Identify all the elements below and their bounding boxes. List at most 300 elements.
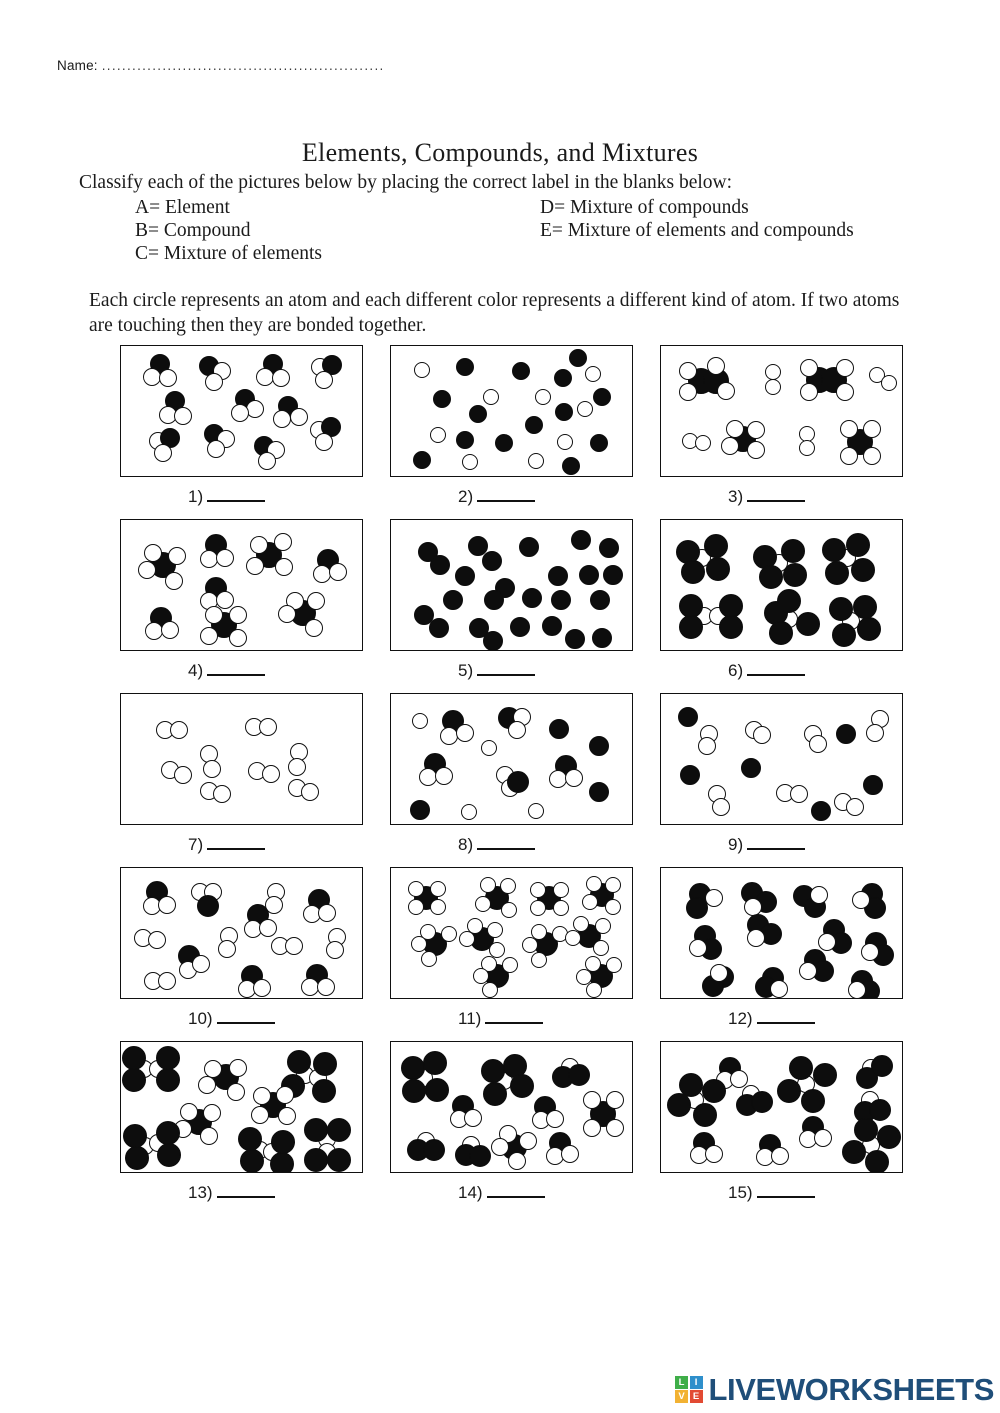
answer-blank-4[interactable] <box>207 662 265 676</box>
panel-answer-row-12 <box>660 999 930 1041</box>
panel-cell-13 <box>120 1041 390 1215</box>
answer-blank-5[interactable] <box>477 662 535 676</box>
atom-white <box>430 427 446 443</box>
atom-white <box>508 1152 526 1170</box>
molecule-diagram-1 <box>120 345 363 477</box>
atom-black <box>853 595 877 619</box>
atom-black <box>680 765 700 785</box>
answer-blank-8[interactable] <box>477 836 535 850</box>
atom-black <box>877 1125 901 1149</box>
atom-white <box>866 724 884 742</box>
atom-black <box>271 1130 295 1154</box>
atom-white <box>207 440 225 458</box>
liveworksheets-logo <box>675 1374 994 1405</box>
panel-answer-row-7 <box>120 825 390 867</box>
atom-white <box>138 561 156 579</box>
atom-white <box>246 557 264 575</box>
atom-black <box>569 349 587 367</box>
atom-white <box>456 724 474 742</box>
atom-black <box>123 1124 147 1148</box>
atom-black <box>865 1150 889 1173</box>
logo-tiles <box>675 1376 703 1404</box>
atom-white <box>412 713 428 729</box>
atom-white <box>165 572 183 590</box>
atom-black <box>551 590 571 610</box>
atom-white <box>148 931 166 949</box>
panel-number-14: 14) <box>458 1183 483 1202</box>
atom-white <box>253 979 271 997</box>
atom-white <box>535 389 551 405</box>
logo-tile-e: E <box>690 1390 703 1403</box>
atom-white <box>863 447 881 465</box>
panel-row <box>0 1041 1000 1215</box>
atom-white <box>430 881 446 897</box>
atom-white <box>205 606 223 624</box>
atom-white <box>216 549 234 567</box>
atom-white <box>227 1083 245 1101</box>
atom-white <box>501 902 517 918</box>
atom-white <box>799 962 817 980</box>
panel-row <box>0 693 1000 867</box>
panel-answer-row-9 <box>660 825 930 867</box>
panel-cell-2 <box>390 345 660 519</box>
atom-white <box>273 410 291 428</box>
atom-black <box>679 615 703 639</box>
atom-white <box>317 978 335 996</box>
atom-white <box>730 1070 748 1088</box>
atom-white <box>698 737 716 755</box>
name-row <box>57 58 385 73</box>
atom-white <box>726 420 744 438</box>
panel-answer-row-5 <box>390 651 660 693</box>
atom-white <box>459 931 475 947</box>
atom-white <box>522 937 538 953</box>
atom-white <box>582 894 598 910</box>
atom-white <box>218 940 236 958</box>
panel-number-11: 11) <box>458 1009 482 1028</box>
atom-white <box>326 941 344 959</box>
atom-white <box>586 982 602 998</box>
panel-number-2: 2) <box>458 487 474 506</box>
atom-white <box>174 407 192 425</box>
atom-black <box>783 563 807 587</box>
answer-key-row <box>135 219 955 242</box>
atom-black <box>589 782 609 802</box>
diagram-note: Each circle represents an atom and each different color represents a different kind of atom. If two atoms are touching then they are bonded together. <box>89 290 900 336</box>
panel-answer-row-15 <box>660 1173 930 1215</box>
atom-black <box>122 1068 146 1092</box>
atom-white <box>216 591 234 609</box>
atom-white <box>421 951 437 967</box>
answer-blank-3[interactable] <box>747 488 805 502</box>
atom-white <box>231 404 249 422</box>
atom-black <box>590 590 610 610</box>
atom-black <box>593 388 611 406</box>
atom-black <box>410 800 430 820</box>
answer-blank-9[interactable] <box>747 836 805 850</box>
atom-white <box>276 1086 294 1104</box>
molecule-diagram-2 <box>390 345 633 477</box>
atom-white <box>861 943 879 961</box>
atom-white <box>753 726 771 744</box>
atom-white <box>800 359 818 377</box>
atom-white <box>606 1091 624 1109</box>
atom-white <box>305 619 323 637</box>
answer-blank-13[interactable] <box>217 1184 275 1198</box>
panel-number-9: 9) <box>728 835 744 854</box>
answer-blank-2[interactable] <box>477 488 535 502</box>
atom-white <box>441 926 457 942</box>
key-option-a: A= Element <box>135 197 230 218</box>
answer-key-row <box>135 242 955 265</box>
atom-black <box>304 1148 328 1172</box>
atom-white <box>710 964 728 982</box>
atom-white <box>180 1103 198 1121</box>
atom-black <box>481 1059 505 1083</box>
atom-black <box>429 618 449 638</box>
atom-black <box>741 758 761 778</box>
panel-cell-15 <box>660 1041 930 1215</box>
atom-white <box>846 798 864 816</box>
atom-black <box>842 1140 866 1164</box>
atom-black <box>423 1139 445 1161</box>
atom-black <box>483 631 503 651</box>
panel-cell-3 <box>660 345 930 519</box>
atom-white <box>491 1138 509 1156</box>
atom-white <box>577 401 593 417</box>
atom-black <box>401 1056 425 1080</box>
atom-white <box>717 382 735 400</box>
atom-white <box>272 369 290 387</box>
atom-white <box>721 437 739 455</box>
atom-white <box>583 1119 601 1137</box>
atom-white <box>408 881 424 897</box>
atom-black <box>825 561 849 585</box>
atom-black <box>507 771 529 793</box>
atom-black <box>469 405 487 423</box>
atom-white <box>158 972 176 990</box>
atom-black <box>413 451 431 469</box>
atom-white <box>144 544 162 562</box>
answer-blank-7[interactable] <box>207 836 265 850</box>
atom-black <box>312 1079 336 1103</box>
atom-black <box>846 533 870 557</box>
atom-black <box>801 1089 825 1113</box>
atom-white <box>307 592 325 610</box>
atom-white <box>848 981 866 999</box>
answer-key-row <box>135 196 955 219</box>
panel-row <box>0 867 1000 1041</box>
atom-white <box>595 918 611 934</box>
panel-number-7: 7) <box>188 835 204 854</box>
atom-white <box>605 877 621 893</box>
atom-black <box>433 390 451 408</box>
atom-black <box>702 1079 726 1103</box>
atom-black <box>796 612 820 636</box>
atom-white <box>198 1076 216 1094</box>
panel-number-5: 5) <box>458 661 474 680</box>
panel-cell-4 <box>120 519 390 693</box>
atom-black <box>813 1063 837 1087</box>
atom-white <box>461 804 477 820</box>
panel-row <box>0 519 1000 693</box>
atom-black <box>857 617 881 641</box>
panel-cell-5 <box>390 519 660 693</box>
atom-white <box>483 389 499 405</box>
atom-black <box>197 895 219 917</box>
panel-answer-row-8 <box>390 825 660 867</box>
atom-white <box>250 536 268 554</box>
atom-black <box>759 565 783 589</box>
atom-white <box>318 904 336 922</box>
logo-tile-i: I <box>690 1376 703 1389</box>
atom-black <box>565 629 585 649</box>
atom-white <box>487 922 503 938</box>
atom-white <box>712 798 730 816</box>
atom-black <box>287 1050 311 1074</box>
molecule-diagram-6 <box>660 519 903 651</box>
panel-answer-row-10 <box>120 999 390 1041</box>
atom-white <box>553 882 569 898</box>
atom-black <box>777 1079 801 1103</box>
atom-white <box>836 359 854 377</box>
key-option-c: C= Mixture of elements <box>135 243 323 264</box>
key-option-b: B= Compound <box>135 220 251 241</box>
atom-white <box>259 919 277 937</box>
answer-blank-10[interactable] <box>217 1010 275 1024</box>
panel-answer-row-2 <box>390 477 660 519</box>
atom-white <box>561 1145 579 1163</box>
atom-white <box>154 444 172 462</box>
atom-black <box>811 801 831 821</box>
atom-black <box>157 1143 181 1167</box>
instruction-text: Classify each of the pictures below by placing the correct label in the blanks below: <box>79 172 733 193</box>
atom-black <box>525 416 543 434</box>
atom-black <box>122 1046 146 1070</box>
panel-cell-7 <box>120 693 390 867</box>
answer-blank-1[interactable] <box>207 488 265 502</box>
logo-wordmark: LIVEWORKSHEETS <box>708 1372 994 1407</box>
atom-white <box>765 364 781 380</box>
atom-white <box>414 362 430 378</box>
atom-black <box>854 1118 878 1142</box>
atom-white <box>440 727 458 745</box>
atom-black <box>599 538 619 558</box>
atom-white <box>205 373 223 391</box>
atom-black <box>869 1099 891 1121</box>
atom-black <box>704 534 728 558</box>
atom-white <box>259 718 277 736</box>
panel-number-4: 4) <box>188 661 204 680</box>
atom-white <box>707 357 725 375</box>
atom-white <box>840 420 858 438</box>
panel-cell-12 <box>660 867 930 1041</box>
atom-white <box>530 900 546 916</box>
answer-blank-15[interactable] <box>757 1184 815 1198</box>
atom-black <box>568 1064 590 1086</box>
atom-white <box>192 955 210 973</box>
atom-white <box>810 886 828 904</box>
atom-white <box>213 785 231 803</box>
atom-white <box>329 563 347 581</box>
panel-cell-9 <box>660 693 930 867</box>
atom-white <box>159 369 177 387</box>
atom-white <box>275 558 293 576</box>
answer-blank-14[interactable] <box>487 1184 545 1198</box>
atom-white <box>285 937 303 955</box>
atom-black <box>871 1055 893 1077</box>
atom-black <box>313 1052 337 1076</box>
atom-black <box>681 560 705 584</box>
atom-black <box>590 434 608 452</box>
atom-black <box>456 358 474 376</box>
panel-answer-row-14 <box>390 1173 660 1215</box>
atom-white <box>852 891 870 909</box>
atom-black <box>327 1148 351 1172</box>
atom-black <box>156 1121 180 1145</box>
atom-black <box>706 557 730 581</box>
name-label: Name: <box>57 58 98 73</box>
molecule-diagram-5 <box>390 519 633 651</box>
atom-white <box>158 896 176 914</box>
answer-blank-11[interactable] <box>485 1010 543 1024</box>
panel-number-15: 15) <box>728 1183 753 1202</box>
panel-answer-row-13 <box>120 1173 390 1215</box>
atom-white <box>161 621 179 639</box>
atom-black <box>678 707 698 727</box>
atom-white <box>408 899 424 915</box>
atom-white <box>809 735 827 753</box>
atom-black <box>443 590 463 610</box>
atom-black <box>603 565 623 585</box>
atom-white <box>200 627 218 645</box>
atom-black <box>455 566 475 586</box>
atom-white <box>229 606 247 624</box>
panel-cell-1 <box>120 345 390 519</box>
panel-answer-row-11 <box>390 999 660 1041</box>
atom-white <box>315 433 333 451</box>
atom-white <box>800 383 818 401</box>
atom-black <box>822 538 846 562</box>
atom-black <box>751 1091 773 1113</box>
atom-white <box>278 605 296 623</box>
atom-white <box>174 766 192 784</box>
molecule-diagram-13 <box>120 1041 363 1173</box>
atom-black <box>562 457 580 475</box>
atom-white <box>689 939 707 957</box>
atom-white <box>593 940 609 956</box>
atom-white <box>288 758 306 776</box>
molecule-diagram-15 <box>660 1041 903 1173</box>
atom-black <box>469 1145 491 1167</box>
atom-white <box>480 877 496 893</box>
molecule-diagram-11 <box>390 867 633 999</box>
atom-white <box>229 1059 247 1077</box>
atom-white <box>435 767 453 785</box>
answer-key <box>135 196 955 265</box>
panel-answer-row-4 <box>120 651 390 693</box>
panel-number-6: 6) <box>728 661 744 680</box>
atom-black <box>423 1051 447 1075</box>
atom-white <box>262 765 280 783</box>
atom-black <box>402 1079 426 1103</box>
atom-white <box>818 933 836 951</box>
atom-white <box>771 1147 789 1165</box>
atom-black <box>693 1103 717 1127</box>
atom-white <box>528 803 544 819</box>
atom-white <box>315 371 333 389</box>
atom-white <box>229 629 247 647</box>
atom-white <box>481 740 497 756</box>
atom-white <box>500 878 516 894</box>
name-blank-dots[interactable]: ........................................................ <box>101 58 385 73</box>
atom-white <box>274 533 292 551</box>
atom-white <box>606 1119 624 1137</box>
atom-black <box>519 537 539 557</box>
panel-cell-10 <box>120 867 390 1041</box>
atom-white <box>203 760 221 778</box>
atom-black <box>495 434 513 452</box>
atom-white <box>557 434 573 450</box>
atom-white <box>585 366 601 382</box>
molecule-diagram-8 <box>390 693 633 825</box>
molecule-diagram-14 <box>390 1041 633 1173</box>
atom-white <box>546 1110 564 1128</box>
panel-row <box>0 345 1000 519</box>
atom-black <box>589 736 609 756</box>
atom-black <box>851 558 875 582</box>
answer-blank-12[interactable] <box>757 1010 815 1024</box>
answer-blank-6[interactable] <box>747 662 805 676</box>
atom-white <box>799 440 815 456</box>
atom-white <box>508 721 526 739</box>
atom-black <box>832 623 856 647</box>
atom-black <box>270 1152 294 1173</box>
atom-black <box>719 615 743 639</box>
atom-black <box>548 566 568 586</box>
atom-white <box>502 957 518 973</box>
atom-black <box>304 1118 328 1142</box>
atom-black <box>863 775 883 795</box>
panel-cell-8 <box>390 693 660 867</box>
key-option-e: E= Mixture of elements and compounds <box>540 220 854 241</box>
atom-white <box>530 882 546 898</box>
atom-black <box>555 403 573 421</box>
atom-white <box>200 1127 218 1145</box>
atom-white <box>475 896 491 912</box>
atom-black <box>667 1093 691 1117</box>
panel-answer-row-6 <box>660 651 930 693</box>
atom-white <box>679 383 697 401</box>
molecule-diagram-3 <box>660 345 903 477</box>
atom-white <box>290 408 308 426</box>
atom-white <box>790 785 808 803</box>
atom-black <box>238 1127 262 1151</box>
panel-answer-row-1 <box>120 477 390 519</box>
atom-white <box>565 930 581 946</box>
atom-black <box>829 597 853 621</box>
atom-black <box>781 539 805 563</box>
panel-number-10: 10) <box>188 1009 213 1028</box>
molecule-diagram-9 <box>660 693 903 825</box>
atom-black <box>571 530 591 550</box>
atom-white <box>203 1104 221 1122</box>
molecule-diagram-10 <box>120 867 363 999</box>
atom-black <box>425 1078 449 1102</box>
atom-white <box>168 547 186 565</box>
atom-black <box>510 1074 534 1098</box>
atom-black <box>125 1146 149 1170</box>
